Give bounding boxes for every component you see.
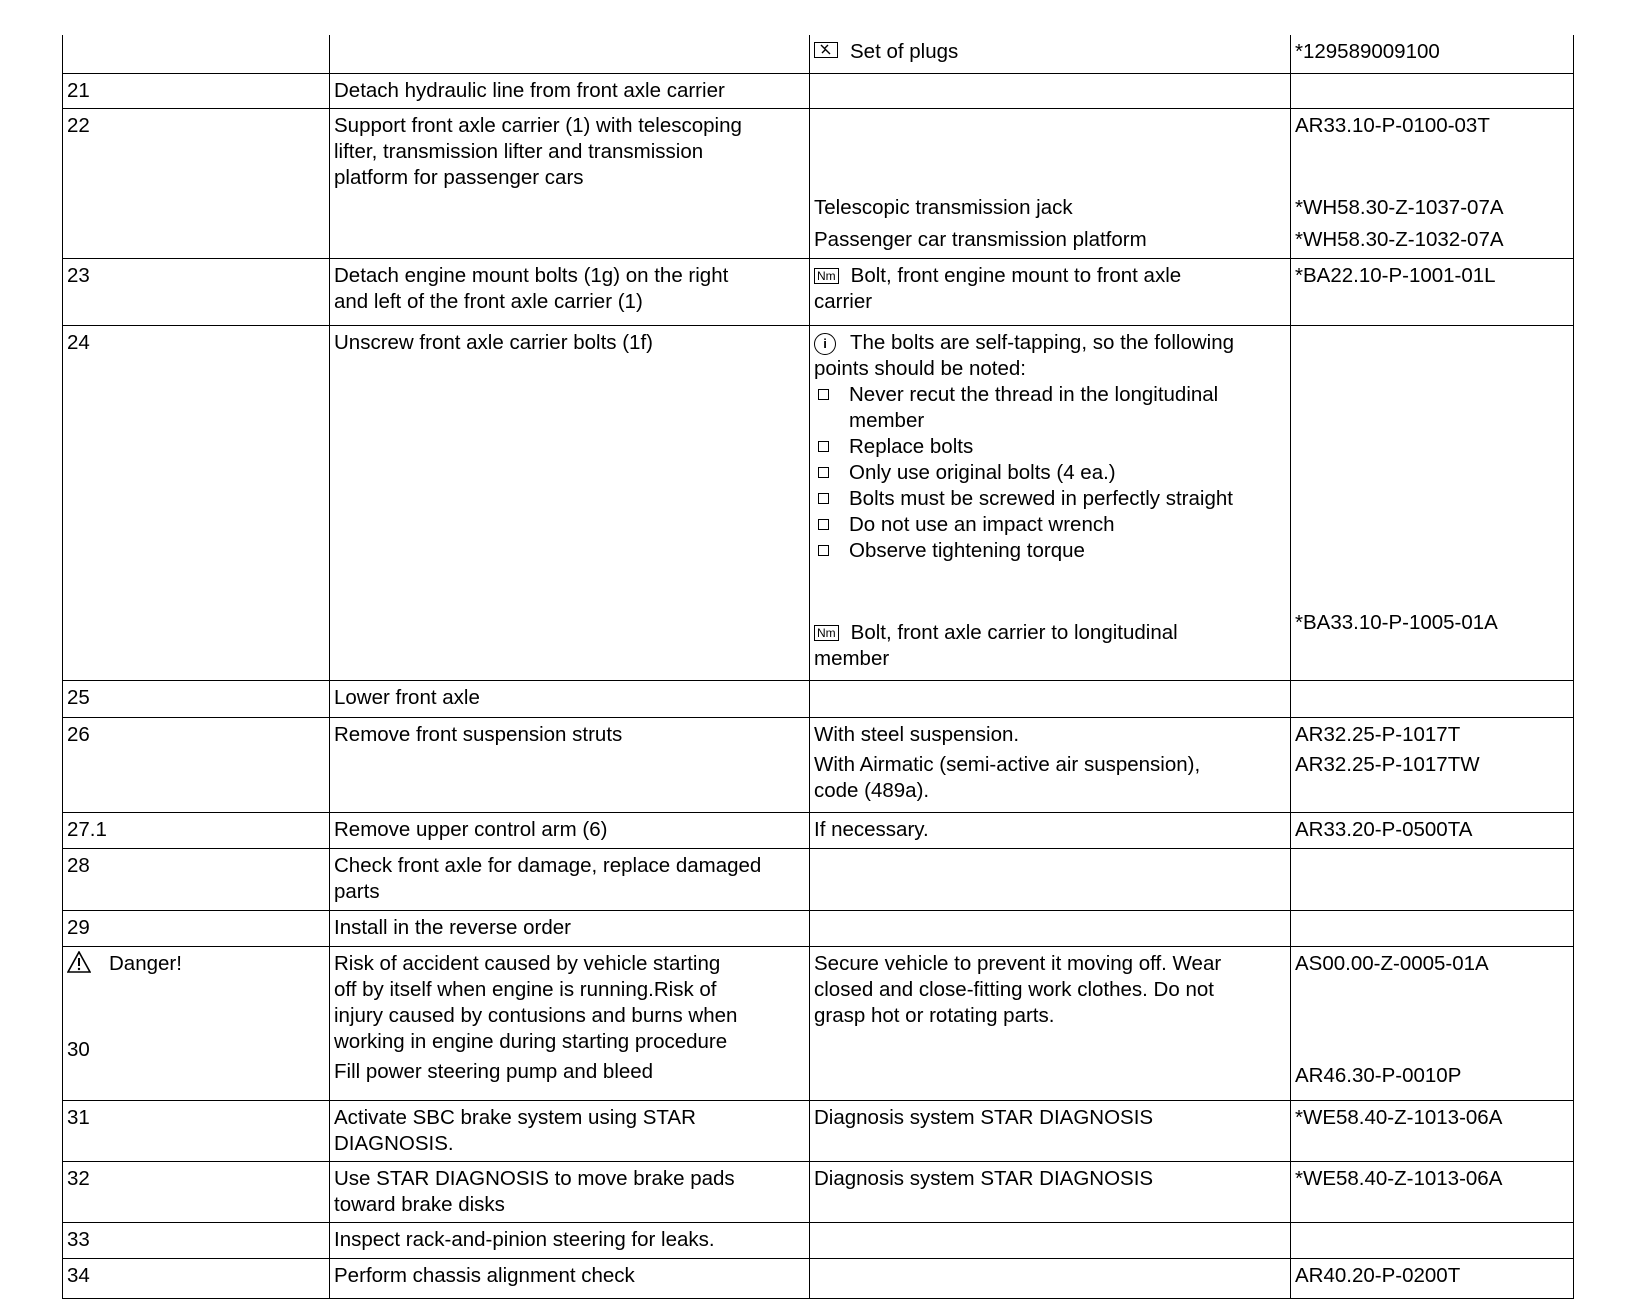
note-text: Bolt, front engine mount to front axle	[850, 263, 1182, 287]
action-text: Remove upper control arm (6)	[334, 817, 608, 841]
tool-icon	[814, 42, 838, 58]
action-cell	[330, 108, 810, 258]
ref-code: *WH58.30-Z-1032-07A	[1295, 227, 1504, 251]
action-text: Activate SBC brake system using STAR	[334, 1105, 696, 1129]
step-cell	[63, 258, 330, 325]
step-cell	[63, 1161, 330, 1222]
info-icon: i	[814, 333, 836, 355]
step-cell	[63, 108, 330, 258]
action-text: Remove front suspension struts	[334, 722, 623, 746]
action-text: Detach engine mount bolts (1g) on the right	[334, 263, 729, 287]
note-text: Diagnosis system STAR DIAGNOSIS	[814, 1166, 1154, 1190]
note-text: code (489a).	[814, 778, 930, 802]
ref-cell	[1291, 73, 1574, 108]
step-cell	[63, 35, 330, 73]
note-text: Secure vehicle to prevent it moving off. Wear	[814, 951, 1222, 975]
step-cell	[63, 1258, 330, 1298]
note-text: Diagnosis system STAR DIAGNOSIS	[814, 1105, 1154, 1129]
ref-code: *129589009100	[1295, 40, 1440, 63]
note-cell	[810, 325, 1291, 680]
action-cell	[330, 1258, 810, 1298]
note-cell	[810, 946, 1291, 1100]
table-row	[63, 73, 1574, 108]
note-cell	[810, 1222, 1291, 1258]
step-cell	[63, 812, 330, 848]
action-text: Inspect rack-and-pinion steering for leaks.	[334, 1227, 715, 1251]
note-text: member	[814, 646, 890, 670]
table-row	[63, 1222, 1574, 1258]
note-cell	[810, 1100, 1291, 1161]
table-row	[63, 680, 1574, 717]
note-cell	[810, 910, 1291, 946]
ref-cell	[1291, 325, 1574, 680]
note-text: If necessary.	[814, 817, 929, 841]
step-cell	[63, 848, 330, 910]
note-cell	[810, 1161, 1291, 1222]
list-item: Observe tightening torque	[814, 538, 1284, 564]
note-cell	[810, 1258, 1291, 1298]
ref-code: AS00.00-Z-0005-01A	[1295, 951, 1489, 975]
list-item: Do not use an impact wrench	[814, 512, 1284, 538]
note-text: With Airmatic (semi-active air suspension),	[814, 752, 1201, 776]
ref-code: *WH58.30-Z-1037-07A	[1295, 195, 1504, 219]
step-number: 34	[67, 1263, 90, 1287]
action-text: lifter, transmission lifter and transmission	[334, 139, 704, 163]
ref-cell	[1291, 1222, 1574, 1258]
ref-code: *WE58.40-Z-1013-06A	[1295, 1105, 1503, 1129]
checkbox-bullet-icon	[818, 493, 829, 504]
step-number: 24	[67, 330, 90, 354]
checkbox-bullet-icon	[818, 389, 829, 400]
step-number: 30	[67, 1037, 90, 1061]
note-cell	[810, 680, 1291, 717]
ref-code: AR32.25-P-1017TW	[1295, 752, 1480, 776]
action-text: platform for passenger cars	[334, 165, 584, 189]
list-item: Never recut the thread in the longitudinal member	[814, 382, 1284, 434]
action-text: Install in the reverse order	[334, 915, 572, 939]
action-text: Detach hydraulic line from front axle carrier	[334, 78, 725, 102]
checkbox-bullet-icon	[818, 545, 829, 556]
action-cell	[330, 1100, 810, 1161]
table-row	[63, 910, 1574, 946]
step-cell	[63, 1100, 330, 1161]
ref-code: AR32.25-P-1017T	[1295, 722, 1461, 746]
note-cell	[810, 35, 1291, 73]
ref-cell	[1291, 108, 1574, 258]
torque-icon: Nm	[814, 625, 839, 641]
step-cell	[63, 946, 330, 1100]
table-row	[63, 946, 1574, 1100]
action-text: injury caused by contusions and burns when	[334, 1003, 738, 1027]
ref-code: *WE58.40-Z-1013-06A	[1295, 1166, 1503, 1190]
ref-cell	[1291, 680, 1574, 717]
ref-cell	[1291, 35, 1574, 73]
note-text: Passenger car transmission platform	[814, 227, 1147, 251]
action-cell	[330, 848, 810, 910]
action-cell	[330, 680, 810, 717]
note-cell	[810, 848, 1291, 910]
note-text: carrier	[814, 289, 873, 313]
table-row	[63, 258, 1574, 325]
action-text: off by itself when engine is running.Risk of	[334, 977, 717, 1001]
ref-code: AR46.30-P-0010P	[1295, 1063, 1462, 1087]
action-cell	[330, 1222, 810, 1258]
note-text: With steel suspension.	[814, 722, 1020, 746]
action-text: Perform chassis alignment check	[334, 1263, 635, 1287]
note-text: grasp hot or rotating parts.	[814, 1003, 1055, 1027]
table-row	[63, 108, 1574, 258]
list-item: Replace bolts	[814, 434, 1284, 460]
action-text: Check front axle for damage, replace damaged	[334, 853, 762, 877]
action-cell	[330, 325, 810, 680]
ref-cell	[1291, 910, 1574, 946]
step-cell	[63, 910, 330, 946]
action-text: Fill power steering pump and bleed	[334, 1059, 654, 1083]
step-number: 23	[67, 263, 90, 287]
action-cell	[330, 717, 810, 812]
action-cell	[330, 910, 810, 946]
ref-cell	[1291, 946, 1574, 1100]
table-row	[63, 812, 1574, 848]
note-text: closed and close-fitting work clothes. Do not	[814, 977, 1214, 1001]
action-text: DIAGNOSIS.	[334, 1131, 454, 1155]
ref-code: AR40.20-P-0200T	[1295, 1263, 1461, 1287]
step-number: 32	[67, 1166, 90, 1190]
note-text: The bolts are self-tapping, so the following	[850, 330, 1235, 354]
note-text: Telescopic transmission jack	[814, 195, 1073, 219]
ref-code: *BA33.10-P-1005-01A	[1295, 610, 1498, 634]
note-text: Bolt, front axle carrier to longitudinal	[850, 620, 1178, 644]
step-number: 22	[67, 113, 90, 137]
note-cell	[810, 73, 1291, 108]
step-cell	[63, 1222, 330, 1258]
checkbox-bullet-icon	[818, 467, 829, 478]
action-text: Support front axle carrier (1) with telescoping	[334, 113, 742, 137]
procedure-table	[62, 35, 1574, 1299]
table-row	[63, 717, 1574, 812]
table-row	[63, 35, 1574, 73]
step-cell	[63, 325, 330, 680]
action-text: Unscrew front axle carrier bolts (1f)	[334, 330, 653, 354]
step-number: 25	[67, 685, 90, 709]
action-text: Lower front axle	[334, 685, 480, 709]
step-number: 31	[67, 1105, 90, 1129]
step-number: 21	[67, 78, 90, 102]
ref-cell	[1291, 848, 1574, 910]
step-cell	[63, 717, 330, 812]
ref-code: *BA22.10-P-1001-01L	[1295, 263, 1496, 287]
ref-cell	[1291, 717, 1574, 812]
action-text: toward brake disks	[334, 1192, 505, 1216]
table-row	[63, 848, 1574, 910]
action-cell	[330, 946, 810, 1100]
checkbox-bullet-icon	[818, 519, 829, 530]
action-text: parts	[334, 879, 380, 903]
action-cell	[330, 812, 810, 848]
action-text: Use STAR DIAGNOSIS to move brake pads	[334, 1166, 735, 1190]
warning-triangle-icon	[67, 951, 91, 973]
note-cell	[810, 258, 1291, 325]
action-text: and left of the front axle carrier (1)	[334, 289, 643, 313]
torque-icon: Nm	[814, 268, 839, 284]
note-cell	[810, 717, 1291, 812]
ref-cell	[1291, 258, 1574, 325]
action-cell	[330, 73, 810, 108]
step-cell	[63, 680, 330, 717]
note-text: points should be noted:	[814, 356, 1026, 380]
ref-code: AR33.10-P-0100-03T	[1295, 113, 1490, 137]
ref-cell	[1291, 1100, 1574, 1161]
step-number: 27.1	[67, 817, 107, 841]
action-cell	[330, 35, 810, 73]
action-cell	[330, 258, 810, 325]
ref-cell	[1291, 1258, 1574, 1298]
step-number: 29	[67, 915, 90, 939]
list-item: Bolts must be screwed in perfectly straight	[814, 486, 1284, 512]
checkbox-bullet-icon	[818, 441, 829, 452]
step-cell	[63, 73, 330, 108]
table-row	[63, 1161, 1574, 1222]
note-cell	[810, 812, 1291, 848]
table-row	[63, 1258, 1574, 1298]
table-row	[63, 325, 1574, 680]
list-item: Only use original bolts (4 ea.)	[814, 460, 1284, 486]
ref-code: AR33.20-P-0500TA	[1295, 817, 1473, 841]
step-number: 28	[67, 853, 90, 877]
action-text: Risk of accident caused by vehicle starting	[334, 951, 721, 975]
ref-cell	[1291, 1161, 1574, 1222]
step-number: 26	[67, 722, 90, 746]
ref-cell	[1291, 812, 1574, 848]
step-number: 33	[67, 1227, 90, 1251]
danger-label: Danger!	[109, 951, 182, 975]
table-row	[63, 1100, 1574, 1161]
action-text: working in engine during starting procedure	[334, 1029, 728, 1053]
action-cell	[330, 1161, 810, 1222]
note-cell	[810, 108, 1291, 258]
tool-label: Set of plugs	[850, 40, 959, 63]
